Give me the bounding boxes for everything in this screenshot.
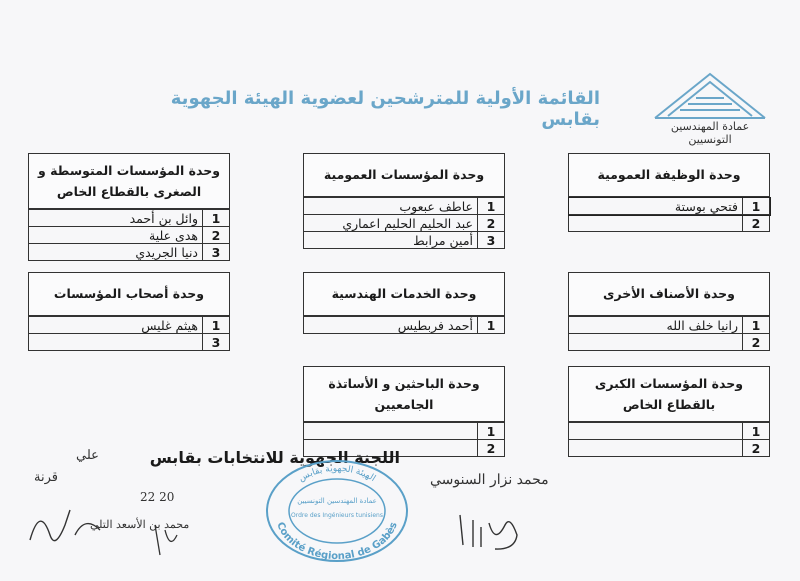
row-number: 2 (743, 215, 770, 232)
signature-name-right: محمد نزار السنوسي (430, 472, 549, 488)
row-number: 1 (478, 198, 505, 215)
row-number: 2 (743, 440, 770, 457)
candidate-name (29, 334, 203, 351)
row-number: 1 (478, 423, 505, 440)
unit-business-owners (28, 272, 230, 351)
candidate-name (569, 334, 743, 351)
unit-public-institutions (303, 153, 505, 249)
unit-header: وحدة المؤسسات المتوسطة و الصغرى بالقطاع الخاص (28, 153, 230, 209)
table-row (29, 317, 230, 334)
official-stamp (262, 455, 412, 563)
candidate-name: دنيا الجريدي (29, 244, 203, 261)
unit-other-categories (568, 272, 770, 351)
svg-text:Comité Régional de Gabès (274, 521, 400, 562)
unit-header: وحدة المؤسسات الكبرى بالقطاع الخاص (568, 366, 770, 422)
unit-header: وحدة المؤسسات العمومية (303, 153, 505, 197)
candidates-table (568, 316, 770, 351)
committee-title: اللجنة الجهوية للانتخابات بقابس (149, 448, 400, 467)
table-row (29, 334, 230, 351)
table-row (304, 423, 505, 440)
candidates-table (303, 316, 505, 334)
unit-public-function (568, 153, 770, 232)
candidates-table (303, 197, 505, 249)
table-row (569, 334, 770, 351)
unit-header: وحدة الوظيفة العمومية (568, 153, 770, 197)
row-number: 3 (203, 244, 230, 261)
candidates-table (568, 422, 770, 457)
unit-engineering-services (303, 272, 505, 334)
candidate-name (569, 423, 743, 440)
candidates-table (28, 316, 230, 351)
candidate-name (569, 215, 743, 232)
unit-medium-small-private (28, 153, 230, 261)
table-row (569, 198, 770, 215)
row-number: 1 (203, 210, 230, 227)
candidate-name (569, 440, 743, 457)
stamp-inner-arabic: عمادة المهندسين التونسيين (297, 497, 377, 505)
row-number: 2 (203, 227, 230, 244)
table-row (569, 215, 770, 232)
table-row (29, 227, 230, 244)
table-row (569, 440, 770, 457)
candidate-name: عبد الحليم الحليم اعماري (304, 215, 478, 232)
candidate-name: هدى علية (29, 227, 203, 244)
document-title: القائمة الأولية للمترشحين لعضوية الهيئة الجهوية بقابس (170, 88, 600, 130)
candidate-name: عاطف عبعوب (304, 198, 478, 215)
table-row (304, 317, 505, 334)
candidates-table (568, 197, 770, 232)
row-number: 1 (743, 317, 770, 334)
logo-caption: عمادة المهندسين التونسيين (670, 120, 750, 146)
row-number: 1 (203, 317, 230, 334)
signature-mark (145, 520, 185, 560)
row-number: 2 (478, 440, 505, 457)
unit-researchers-professors (303, 366, 505, 457)
row-number: 1 (743, 198, 770, 215)
signature-left (20, 495, 110, 555)
table-row (569, 423, 770, 440)
signature-right (455, 505, 525, 555)
stamp-inner-french: Ordre des Ingénieurs tunisiens (291, 512, 383, 519)
unit-header: وحدة الباحثين و الأساتذة الجامعيين (303, 366, 505, 422)
stamp-french-text: Comité Régional de Gabès (274, 520, 400, 563)
table-row (29, 244, 230, 261)
candidates-table (28, 209, 230, 261)
candidate-name: أمين مرابط (304, 232, 478, 249)
svg-text:الهيئة الجهوية بقابس (297, 464, 377, 484)
candidate-name: رانيا خلف الله (569, 317, 743, 334)
stamp-arabic-text: الهيئة الجهوية بقابس (297, 463, 378, 484)
unit-header: وحدة الخدمات الهندسية (303, 272, 505, 316)
candidate-name: هيثم غليس (29, 317, 203, 334)
candidate-name: أحمد فربطيس (304, 317, 478, 334)
row-number: 1 (478, 317, 505, 334)
table-row (304, 232, 505, 249)
signature-date: 20 22 (140, 490, 175, 504)
candidate-name (304, 423, 478, 440)
unit-large-private (568, 366, 770, 457)
row-number: 3 (478, 232, 505, 249)
row-number: 2 (743, 334, 770, 351)
unit-header: وحدة الأصناف الأخرى (568, 272, 770, 316)
signature-name-left-3: محمد بن الأسعد التلي (90, 518, 190, 531)
candidate-name: فتحي بوستة (569, 198, 743, 215)
row-number: 2 (478, 215, 505, 232)
signature-name-left-1: علي (76, 448, 99, 463)
row-number: 3 (203, 334, 230, 351)
table-row (569, 317, 770, 334)
unit-header: وحدة أصحاب المؤسسات (28, 272, 230, 316)
signature-name-left-2: قرنة (34, 470, 58, 485)
candidate-name: وائل بن أحمد (29, 210, 203, 227)
row-number: 1 (743, 423, 770, 440)
table-row (29, 210, 230, 227)
table-row (304, 198, 505, 215)
table-row (304, 215, 505, 232)
